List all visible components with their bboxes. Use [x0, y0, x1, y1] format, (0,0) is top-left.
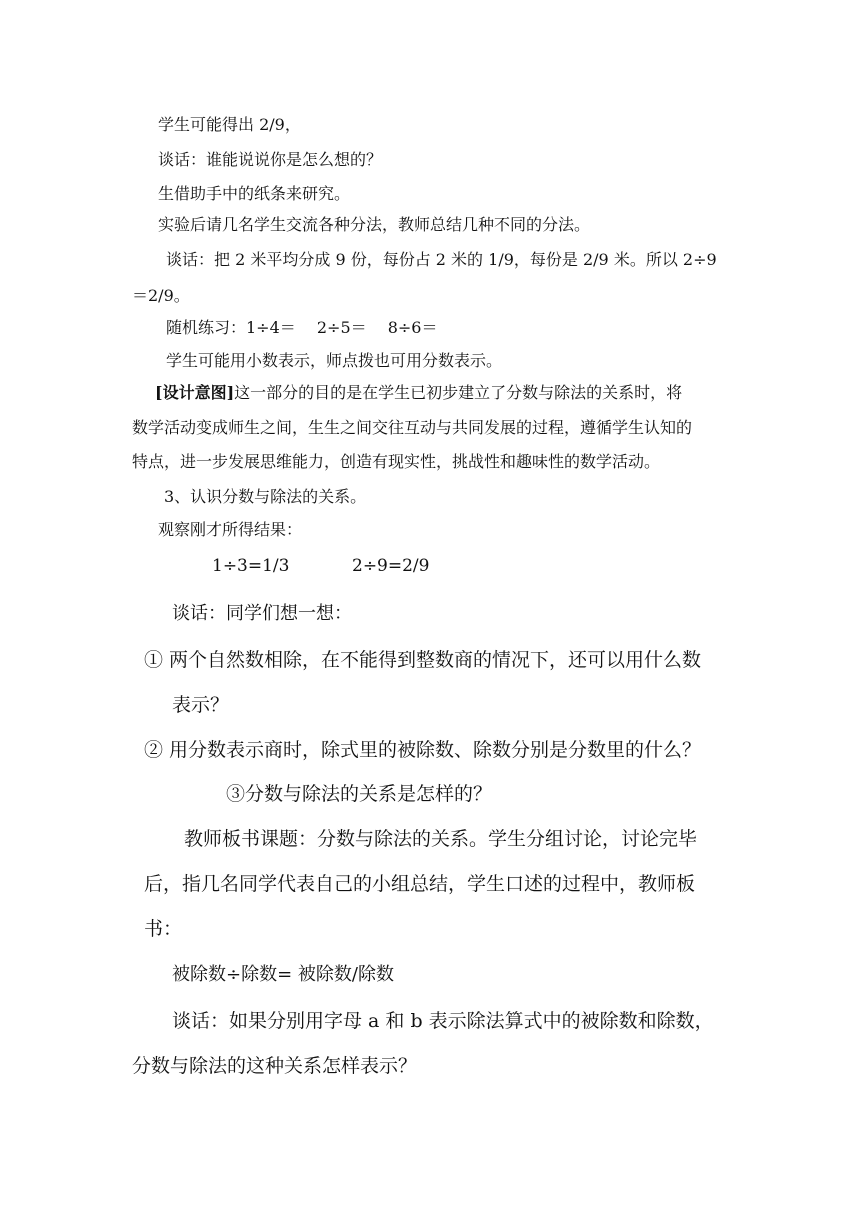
section-heading: 3、认识分数与除法的关系。: [164, 487, 367, 506]
paragraph-line: 学生可能用小数表示，师点拨也可用分数表示。: [166, 351, 503, 370]
talk-line: 谈话：同学们想一想：: [172, 603, 352, 624]
result-formula: 2÷9=2/9: [352, 556, 430, 576]
design-intent-text: 这一部分的目的是在学生已初步建立了分数与除法的关系时，将: [234, 383, 683, 402]
question-line: 表示？: [172, 694, 230, 716]
design-intent-label: [设计意图]: [155, 383, 235, 402]
paragraph-line: ＝2/9。: [132, 286, 190, 305]
paragraph-line: 生借助手中的纸条来研究。: [158, 184, 351, 203]
design-intent-line: [155, 380, 682, 403]
paragraph-line: 书：: [144, 918, 183, 940]
question-line: ③分数与除法的关系是怎样的？: [226, 783, 493, 805]
question-line: ② 用分数表示商时，除式里的被除数、除数分别是分数里的什么？: [144, 739, 702, 761]
board-formula: 被除数÷除数= 被除数/除数: [172, 964, 394, 985]
paragraph-line: 学生可能得出 2/9，: [158, 115, 301, 134]
paragraph-line: 谈话：把 2 米平均分成 9 份，每份占 2 米的 1/9，每份是 2/9 米。所以 2÷9: [166, 250, 717, 269]
paragraph-line: 教师板书课题：分数与除法的关系。学生分组讨论，讨论完毕: [184, 828, 698, 850]
paragraph-line: 谈话：如果分别用字母 a 和 b 表示除法算式中的被除数和除数，: [172, 1010, 714, 1032]
design-intent-line: 数学活动变成师生之间，生生之间交往互动与共同发展的过程，遵循学生认知的: [132, 418, 693, 437]
design-intent-line: 特点，进一步发展思维能力，创造有现实性，挑战性和趣味性的数学活动。: [132, 452, 661, 471]
exercise-line: 随机练习：1÷4＝ 2÷5＝ 8÷6＝: [166, 318, 438, 337]
result-formula: 1÷3=1/3: [212, 556, 290, 576]
question-line: ① 两个自然数相除，在不能得到整数商的情况下，还可以用什么数: [144, 649, 702, 671]
paragraph-line: 实验后请几名学生交流各种分法，教师总结几种不同的分法。: [158, 215, 591, 234]
paragraph-line: 后，指几名同学代表自己的小组总结，学生口述的过程中，教师板: [144, 873, 696, 895]
paragraph-line: 观察刚才所得结果：: [158, 520, 303, 539]
paragraph-line: 谈话：谁能说说你是怎么想的？: [158, 150, 383, 169]
paragraph-line: 分数与除法的这种关系怎样表示？: [132, 1055, 418, 1077]
